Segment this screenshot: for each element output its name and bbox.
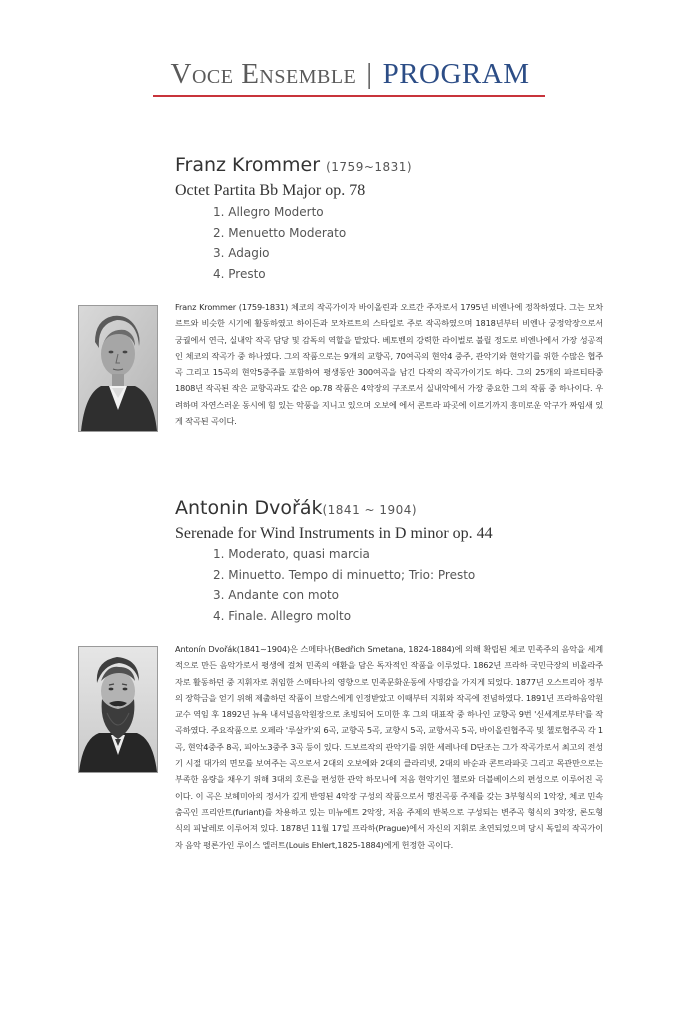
composer-name xyxy=(175,152,412,180)
movement-item: 1. Allegro Moderto xyxy=(213,205,324,219)
movement-list xyxy=(213,544,475,627)
movement-item: 1. Moderato, quasi marcia xyxy=(213,547,370,561)
ensemble-name: Voce Ensemble xyxy=(170,58,357,90)
composer-years: (1841 ~ 1904) xyxy=(322,503,418,517)
composer-biography: Antonín Dvořák(1841~1904)은 스메타나(Bedřich Smetana, 1824-1884)에 의해 확립된 체코 민족주의 음악을 세계적으로 만든 음악가로서 평생에 걸쳐 민족의 애환을 담은 독자적인 작품을 이루었다. 1862년 프라하 국민극장의 비올라주자로 활동하던 중 지휘자로 취임한 스메타나의 영향으로 민족문화운동에 사명감을 가지게 되었다. 1877년 오스트리아 정부의 장학금을 얻기 위해 제출하던 작품이 브람스에게 인정받았고 이때부터 지휘와 작곡에 전념하였다. 1891년 프라하음악원 교수 역임 후 1892년 뉴욕 내셔널음악원장으로 초빙되어 도미한 후 그의 대표작 중 하나인 교향곡 9번 '신세계로부터'를 작곡하였다. 주요작품으로 오페라 '루살카'외 6곡, 교향곡 5곡, 교향시 5곡, 교향서곡 5곡, 바이올린협주곡 및 첼로협주곡 각 1곡, 현악4중주 8곡, 피아노3중주 3곡 등이 있다. 드보르작의 관악기를 위한 세레나데 D단조는 그가 작곡가로서 최고의 전성기 시절 대가의 면모를 보여주는 곡으로서 2대의 오보에와 2대의 클라리넷, 2대의 바순과 콘트라파곳 그리고 목관만으로는 부족한 음량을 채우기 위해 3대의 호른을 편성한 관악 하모니에 저음 현악기인 첼로와 더블베이스의 편성으로 이루어진 곡이다. 이 곡은 보헤미아의 정서가 깊게 반영된 4악장 구성의 작품으로서 행진곡풍 주제를 갖는 3부형식의 1악장, 체코 민속춤곡인 프리안트(furiant)를 차용하고 있는 미뉴에트 2악장, 저음 주제의 반복으로 구성되는 변주곡 형식의 3악장, 론도형식의 피날레로 이루어져 있다. 1878년 11월 17일 프라하(Prague)에서 자신의 지휘로 초연되었으며 당시 독일의 작곡가이자 음악 평론가인 루이스 엘러트(Louis Ehlert,1825-1884)에게 헌정한 곡이다. xyxy=(175,644,603,850)
work-title: Octet Partita Bb Major op. 78 xyxy=(175,182,366,199)
composer-biography: Franz Krommer (1759-1831) 체코의 작곡가이자 바이올린과 오르간 주자로서 1795년 비엔나에 정착하였다. 그는 모차르트와 비슷한 시기에 활동하였고 하이든과 모차르트의 스타일로 주로 작곡하였으며 1818년부터 비엔나 궁정악장으로서 궁궐에서 연극, 실내악 작곡 담당 및 감독의 역할을 맡았다. 베토벤의 강력한 라이벌로 불릴 정도로 비엔나에서 가장 성공적인 체코의 작곡가 중 하나였다. 그의 작품으로는 9개의 교향곡, 70여곡의 현악4 중주, 관악기와 현악기를 위한 수많은 협주곡 그리고 15곡의 현악5중주를 포함하여 평생동안 300여곡을 남긴 다작의 작곡가이기도 하다. 그의 25개의 파르티타중 1808년 작곡된 작은 교향곡과도 같은 op.78 작품은 4악장의 구조로서 실내악에서 가장 중요한 그의 작품 중 하나이다. 우려하며 자연스러운 동시에 힘 있는 악풍을 지니고 있으며 오보에 에서 콘트라 파곳에 이르기까지 흥미로운 악구가 짜임새 있게 작곡된 곡이다. xyxy=(175,302,603,427)
movement-list xyxy=(213,202,346,285)
composer-years: (1759~1831) xyxy=(326,160,413,174)
header-separator: | xyxy=(366,58,373,90)
composer-name xyxy=(175,495,417,523)
movement-item: 4. Presto xyxy=(213,267,266,282)
movement-item: 3. Andante con moto xyxy=(213,588,339,603)
program-label: PROGRAM xyxy=(382,58,530,90)
krommer-portrait xyxy=(78,305,158,432)
composer-name-text: Franz Krommer xyxy=(175,154,321,176)
composer-name-text: Antonin Dvořák xyxy=(175,497,323,519)
movement-item: 2. Minuetto. Tempo di minuetto; Trio: Presto xyxy=(213,567,476,582)
dvorak-portrait xyxy=(78,646,158,773)
movement-item: 2. Menuetto Moderato xyxy=(213,225,347,240)
movement-item: 3. Adagio xyxy=(213,246,270,261)
header-rule xyxy=(153,95,545,97)
program-header xyxy=(0,54,700,94)
movement-item: 4. Finale. Allegro molto xyxy=(213,609,352,624)
work-title: Serenade for Wind Instruments in D minor op. 44 xyxy=(175,525,493,542)
